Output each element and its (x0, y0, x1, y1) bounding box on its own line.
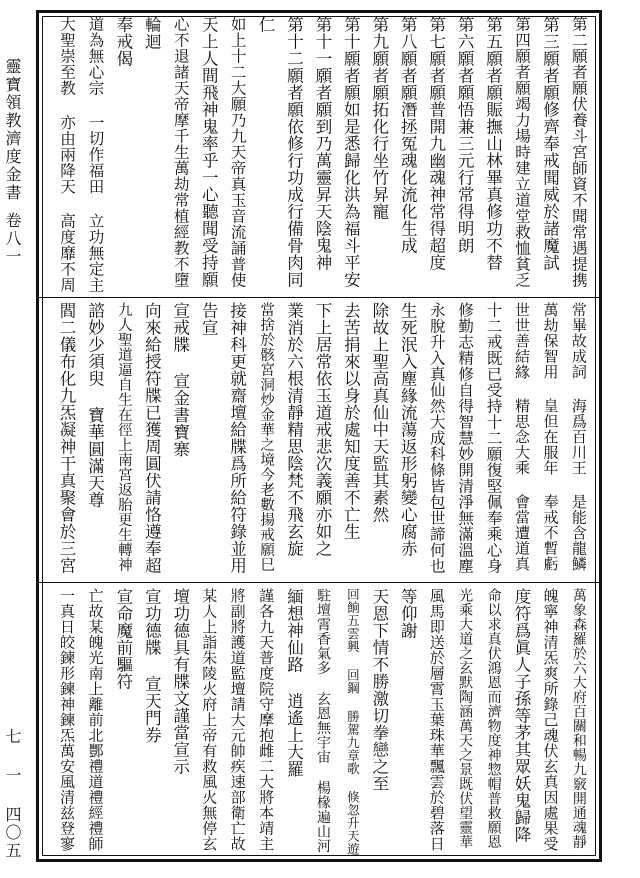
text-column: 宣功德牒 宣天門券 (142, 588, 162, 744)
text-column: 風馬即送於層霄玉葉珠華飄雲於碧落日 (427, 588, 446, 852)
panel-divider-1 (36, 297, 602, 298)
text-column: 第四願者願竭力場時建立道堂救恤貧乏 (513, 16, 531, 288)
text-column: 魄寧神清炁爽所錄己魂伏玄真因處果受 (541, 588, 560, 852)
text-column: 奉戒偈 (113, 16, 133, 67)
text-column: 緬想神仙路 逍遙上大羅 (284, 588, 304, 778)
text-column: 告宣 (199, 302, 219, 336)
book-title: 靈寶領教濟度金書 (3, 58, 22, 202)
text-column: 大聖崇至教 亦由兩降天 高度靡不周 (58, 16, 76, 293)
text-column: 下上居常依玉道戒悲次義願亦如之 (312, 302, 332, 557)
text-column: 世世善結緣 精思念大乘 會當遭道真 (513, 302, 531, 572)
text-column: 宣戒牒 宣金書寶寨 (170, 302, 190, 458)
text-column: 九人聖道逼自生在徑上南宮返胎更生轉神 (115, 302, 132, 572)
text-panel-middle (48, 302, 590, 578)
text-column: 第七願者願普開九幽魂神常得超度 (426, 16, 446, 271)
text-column: 向來給授符牒已獲周圓伏請恪遵奉超 (142, 302, 162, 574)
text-column: 生死泯入塵緣流蕩返形躬變心腐赤 (398, 302, 418, 557)
text-column: 第五願者願賑撫山林畢真修功不替 (483, 16, 503, 271)
text-column: 除故上聖高真仙中天監其素然 (369, 302, 389, 523)
volume-label: 卷八一 (3, 212, 22, 266)
text-column: 萬象森羅於六大府百關和暢九竅開通魂靜 (570, 588, 587, 849)
text-column: 第八願者願潛拯冤魂化流化生成 (398, 16, 418, 254)
text-column: 駐壇霄香氣多 玄恩無宇宙 楊椽遍山河 (314, 588, 331, 853)
text-column: 永脫升入真仙然大成科條皆包世諦何也 (427, 302, 446, 574)
text-column: 心不退諸天帝摩千生萬劫常植經教不墮 (171, 16, 190, 288)
page-number: 七 一 四〇五 (3, 728, 22, 860)
text-column: 等仰謝 (398, 588, 418, 639)
text-column: 壇功德具有牒文謹當宣示 (170, 588, 190, 775)
text-column: 第六願者願悟兼三元行常得明朗 (455, 16, 475, 254)
text-column: 亡故某魄光南上離前北酆禮道禮經禮師 (86, 588, 105, 852)
text-column: 某人上詣朱陵火府上帝有救風火無停玄 (200, 588, 219, 852)
text-column: 仁 (256, 16, 276, 33)
text-column: 當捨於骸宮洞炒金華之境今老數揚戒願巳 (258, 302, 275, 572)
text-panel-top (48, 16, 590, 294)
text-column: 第十一願者願到乃萬靈昇天陰鬼神 (312, 16, 332, 271)
text-column: 一真日皎鍊形鍊神鍊炁萬安風清兹登寥 (58, 588, 76, 852)
text-column: 將副將護道監壇請大元帥疾速部衛亡故 (228, 588, 247, 852)
text-column: 光乘大道之玄默陶涵萬天之景既伏望靈華 (457, 588, 474, 849)
text-column: 閻二儀布化九炁凝神干真聚會於三宮 (57, 302, 76, 574)
text-column: 業消於六根清靜精思陰梵不飛玄旋 (284, 302, 304, 557)
text-column: 萬劫保智用 皇但在服年 奉戒不暫虧 (541, 302, 560, 572)
text-column: 道為無心宗 一切作福田 立功無定主 (86, 16, 105, 293)
text-column: 命以求真伏鴻恩而濟物度神惣帽普救願恩 (485, 588, 502, 849)
text-column: 去苦捐來以身於處知度善不亡生 (341, 302, 361, 540)
text-column: 諮妙少須臾 寶華圓滿天尊 (85, 302, 105, 509)
text-column: 謹各九天普度院守摩抱雌二大將本靖主 (257, 588, 276, 852)
text-column: 第十願者願如是悉歸化洪為福斗平安 (341, 16, 361, 288)
text-column: 回餉五雲興 回鋼 勝駕九章歌 倏忽升天遊 (345, 588, 361, 856)
text-column: 第二願者願伏養斗宮師資不聞常遇提携 (569, 16, 588, 288)
text-column: 如上十二大願乃九天帝真玉音流誦普使 (228, 16, 247, 288)
text-column: 天恩下情不勝激切拳戀之至 (369, 588, 389, 792)
text-column: 接神科更就齋壇給牒爲所給符錄並用 (227, 302, 247, 574)
text-column: 天上人間飛神鬼率乎一心聽聞受持願 (199, 16, 219, 288)
text-column: 第三願者願修齊奉戒聞威於諸魔試 (540, 16, 560, 271)
text-column: 度符爲眞人子孫等茅其眾妖鬼歸降 (512, 588, 531, 843)
text-column: 第十二願者願依修行功成行備骨肉同 (284, 16, 304, 288)
text-column: 常畢故成詞 海爲百川王 是能含龍鱗 (569, 302, 588, 572)
text-column: 輪迴 (142, 16, 162, 50)
panel-divider-2 (36, 582, 602, 583)
text-panel-bottom (48, 588, 590, 856)
text-column: 修勤志精修自得智慧妙開清淨無滿溫塵 (456, 302, 475, 574)
text-column: 十二戒既已受持十二願復堅佩奉乘心身 (484, 302, 503, 574)
text-column: 宣命魔前驅符 (113, 588, 133, 690)
text-column: 第九願者願拓化行坐竹昇寵 (369, 16, 389, 220)
